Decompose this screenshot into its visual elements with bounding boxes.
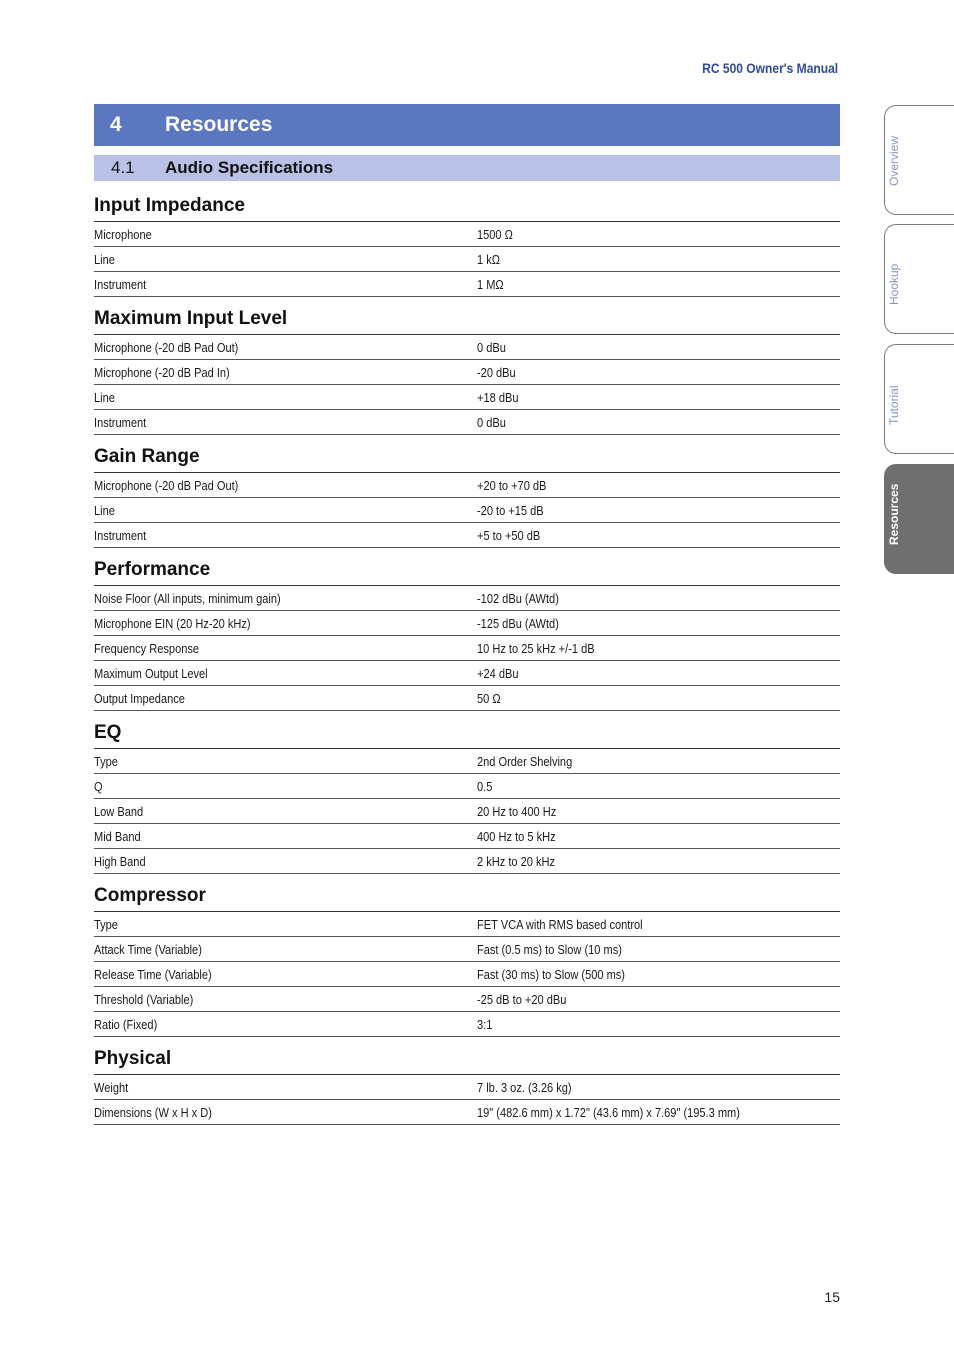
spec-group-title: Compressor	[94, 882, 840, 912]
spec-row	[94, 1012, 840, 1037]
spec-value: 0 dBu	[477, 414, 506, 430]
spec-row	[94, 360, 840, 385]
spec-label: Dimensions (W x H x D)	[94, 1104, 212, 1120]
spec-group	[94, 719, 840, 874]
tab-overview[interactable]	[884, 105, 954, 215]
spec-value: 2nd Order Shelving	[477, 753, 573, 769]
spec-value: 20 Hz to 400 Hz	[477, 803, 557, 819]
spec-value: FET VCA with RMS based control	[477, 916, 643, 932]
spec-row	[94, 912, 840, 937]
spec-group	[94, 882, 840, 1037]
spec-group	[94, 1045, 840, 1125]
manual-title: RC 500 Owner's Manual	[701, 60, 838, 76]
spec-group-title: Gain Range	[94, 443, 840, 473]
spec-row	[94, 247, 840, 272]
section-number: 4.1	[111, 158, 135, 177]
spec-value: +5 to +50 dB	[477, 527, 541, 543]
spec-row	[94, 335, 840, 360]
tab-resources[interactable]	[884, 464, 954, 574]
spec-row	[94, 523, 840, 548]
spec-value: 10 Hz to 25 kHz +/-1 dB	[477, 640, 595, 656]
spec-label: Instrument	[94, 276, 147, 292]
spec-row	[94, 636, 840, 661]
spec-label: Q	[94, 778, 103, 794]
spec-row	[94, 410, 840, 435]
section-title: Audio Specifications	[165, 158, 334, 177]
spec-label: Line	[94, 389, 115, 405]
spec-label: Ratio (Fixed)	[94, 1016, 158, 1032]
spec-value: -25 dB to +20 dBu	[477, 991, 567, 1007]
spec-group	[94, 556, 840, 711]
spec-value: 2 kHz to 20 kHz	[477, 853, 556, 869]
spec-value: 1 MΩ	[477, 276, 504, 292]
chapter-number: 4	[110, 113, 122, 136]
spec-row	[94, 749, 840, 774]
spec-row	[94, 222, 840, 247]
spec-row	[94, 799, 840, 824]
spec-value: -20 to +15 dB	[477, 502, 544, 518]
spec-label: Threshold (Variable)	[94, 991, 194, 1007]
spec-row	[94, 1100, 840, 1125]
spec-row	[94, 774, 840, 799]
spec-value: +24 dBu	[477, 665, 519, 681]
spec-value: 0 dBu	[477, 339, 506, 355]
tab-tutorial[interactable]	[884, 344, 954, 454]
spec-group	[94, 443, 840, 548]
spec-label: Microphone (-20 dB Pad In)	[94, 364, 230, 380]
spec-label: Frequency Response	[94, 640, 200, 656]
spec-label: Microphone	[94, 226, 152, 242]
spec-group-title: Performance	[94, 556, 840, 586]
spec-row	[94, 661, 840, 686]
spec-group-title: EQ	[94, 719, 840, 749]
spec-group	[94, 192, 840, 297]
spec-label: Attack Time (Variable)	[94, 941, 202, 957]
spec-tables	[94, 192, 840, 1133]
spec-group-title: Physical	[94, 1045, 840, 1075]
spec-row	[94, 824, 840, 849]
spec-label: Output Impedance	[94, 690, 185, 706]
spec-row	[94, 498, 840, 523]
spec-group-title: Maximum Input Level	[94, 305, 840, 335]
spec-label: Line	[94, 502, 115, 518]
chapter-heading	[94, 104, 840, 146]
spec-value: 0.5	[477, 778, 493, 794]
tab-hookup[interactable]	[884, 224, 954, 334]
spec-label: Type	[94, 753, 118, 769]
spec-label: High Band	[94, 853, 146, 869]
spec-row	[94, 937, 840, 962]
tab-label: Tutorial	[887, 385, 901, 425]
spec-label: Instrument	[94, 527, 147, 543]
spec-label: Microphone EIN (20 Hz-20 kHz)	[94, 615, 251, 631]
spec-row	[94, 385, 840, 410]
tab-label: Resources	[887, 483, 901, 545]
spec-label: Weight	[94, 1079, 129, 1095]
spec-row	[94, 987, 840, 1012]
spec-value: -125 dBu (AWtd)	[477, 615, 559, 631]
tab-label: Hookup	[887, 263, 901, 305]
spec-row	[94, 849, 840, 874]
spec-value: +18 dBu	[477, 389, 519, 405]
spec-label: Type	[94, 916, 118, 932]
spec-row	[94, 473, 840, 498]
spec-row	[94, 1075, 840, 1100]
spec-row	[94, 686, 840, 711]
spec-label: Instrument	[94, 414, 147, 430]
spec-value: +20 to +70 dB	[477, 477, 547, 493]
tab-label: Overview	[887, 135, 901, 186]
spec-value: -20 dBu	[477, 364, 516, 380]
spec-value: 1500 Ω	[477, 226, 513, 242]
spec-value: -102 dBu (AWtd)	[477, 590, 559, 606]
spec-label: Noise Floor (All inputs, minimum gain)	[94, 590, 281, 606]
spec-label: Mid Band	[94, 828, 141, 844]
page-number: 15	[824, 1289, 840, 1305]
spec-row	[94, 611, 840, 636]
spec-row	[94, 962, 840, 987]
spec-label: Microphone (-20 dB Pad Out)	[94, 477, 239, 493]
spec-group	[94, 305, 840, 435]
spec-value: Fast (0.5 ms) to Slow (10 ms)	[477, 941, 622, 957]
chapter-title: Resources	[165, 113, 273, 136]
spec-label: Release Time (Variable)	[94, 966, 212, 982]
spec-row	[94, 272, 840, 297]
section-heading	[94, 155, 840, 181]
spec-value: 1 kΩ	[477, 251, 501, 267]
spec-label: Low Band	[94, 803, 144, 819]
spec-value: 400 Hz to 5 kHz	[477, 828, 556, 844]
spec-row	[94, 586, 840, 611]
spec-label: Maximum Output Level	[94, 665, 208, 681]
spec-group-title: Input Impedance	[94, 192, 840, 222]
spec-value: 3:1	[477, 1016, 493, 1032]
spec-label: Line	[94, 251, 115, 267]
spec-value: 50 Ω	[477, 690, 501, 706]
spec-value: 19" (482.6 mm) x 1.72" (43.6 mm) x 7.69" (195.3 mm)	[477, 1104, 740, 1120]
spec-label: Microphone (-20 dB Pad Out)	[94, 339, 239, 355]
spec-value: Fast (30 ms) to Slow (500 ms)	[477, 966, 625, 982]
spec-value: 7 lb. 3 oz. (3.26 kg)	[477, 1079, 572, 1095]
